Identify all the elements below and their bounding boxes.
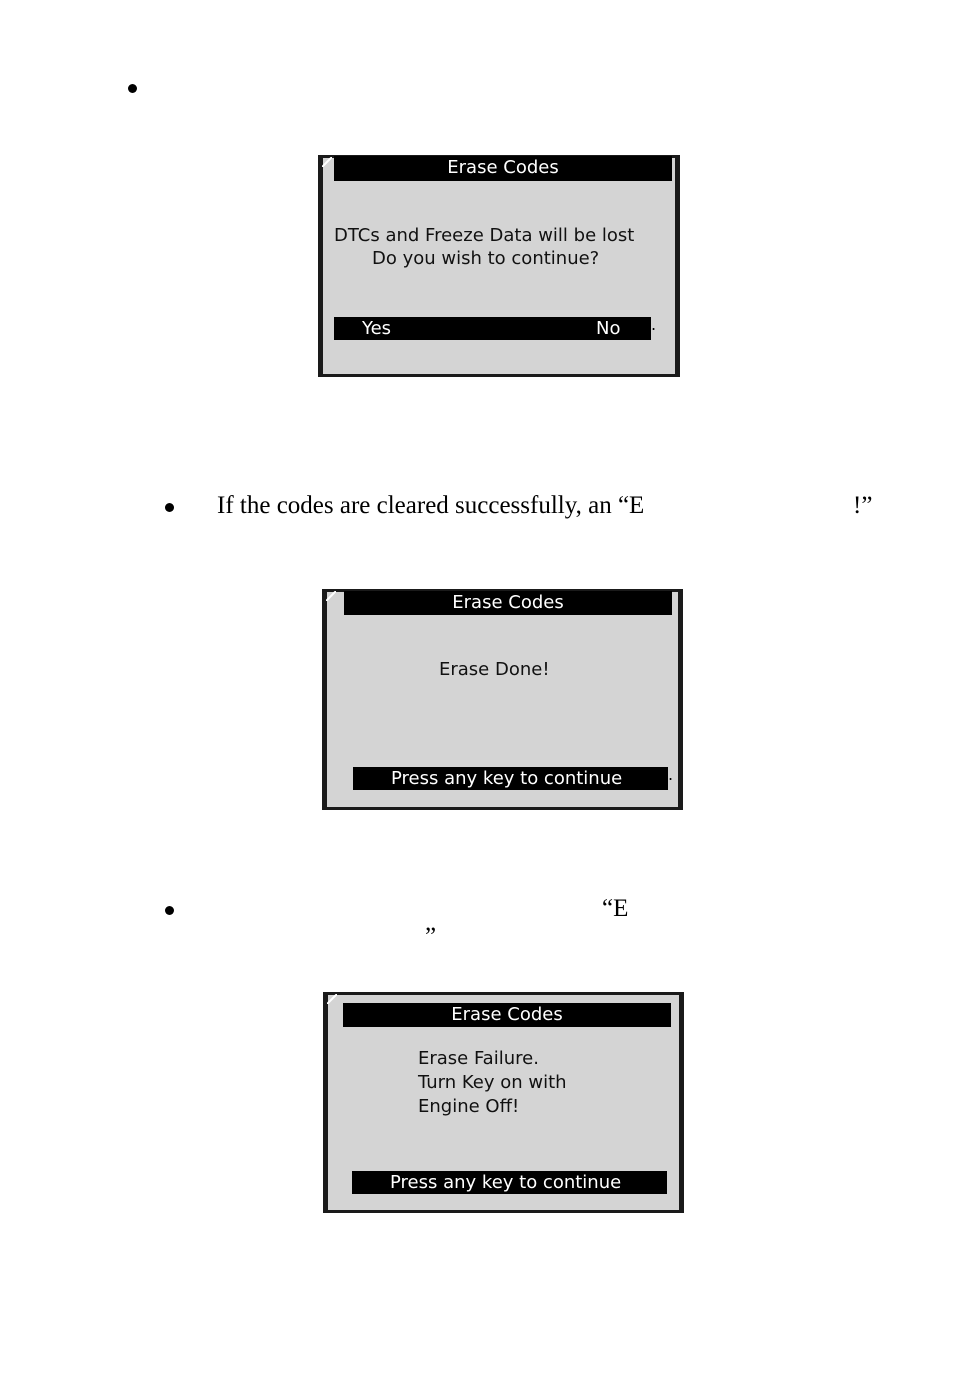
corner-bevel-icon [327, 994, 337, 1004]
bullet-1 [128, 84, 137, 93]
paragraph-2-end: !” [853, 492, 873, 519]
trailing-dot: . [651, 315, 657, 334]
screen-title-bar [344, 591, 672, 615]
continue-bar[interactable] [352, 1171, 667, 1194]
screen-title: Erase Codes [451, 1004, 563, 1025]
paragraph-3-quote-open: “E [602, 895, 629, 922]
erase-failure-screen [323, 992, 684, 1213]
screen-title: Erase Codes [447, 157, 559, 178]
failure-message-line-3: Engine Off! [418, 1096, 520, 1117]
erase-done-screen [322, 589, 683, 810]
erase-confirm-screen [318, 155, 680, 377]
corner-bevel-icon [326, 591, 336, 601]
trailing-dot: . [668, 765, 674, 784]
continue-label: Press any key to continue [390, 1172, 622, 1193]
erase-done-message: Erase Done! [439, 659, 550, 680]
no-option[interactable]: No [596, 318, 621, 339]
failure-message-line-1: Erase Failure. [418, 1048, 539, 1069]
continue-bar[interactable] [353, 767, 668, 790]
bullet-2 [165, 503, 174, 512]
failure-message-line-2: Turn Key on with [418, 1072, 567, 1093]
screen-title-bar [334, 156, 672, 181]
screen-title: Erase Codes [452, 592, 564, 613]
continue-label: Press any key to continue [391, 768, 623, 789]
yes-no-bar [334, 317, 651, 340]
corner-bevel-icon [322, 157, 332, 167]
screen-title-bar [343, 1003, 671, 1027]
confirm-message-line-1: DTCs and Freeze Data will be lost [334, 225, 635, 246]
yes-option[interactable]: Yes [362, 318, 392, 339]
bullet-3 [165, 906, 174, 915]
paragraph-2-start: If the codes are cleared successfully, an “E [217, 492, 645, 519]
confirm-message-line-2: Do you wish to continue? [372, 248, 600, 269]
paragraph-3-quote-close: ” [425, 923, 437, 950]
